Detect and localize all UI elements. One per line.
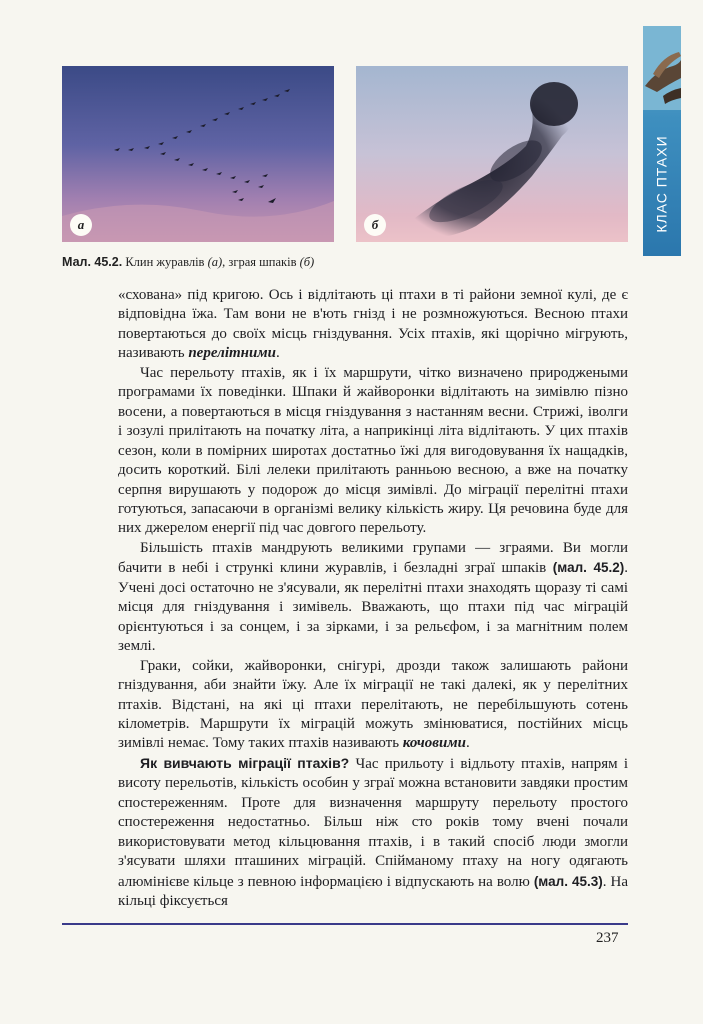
caption-label: Мал. 45.2. <box>62 255 123 269</box>
paragraph-3: Більшість птахів мандрують великими групами — зграями. Ви могли бачити в небі і стрункі клини журавлів, і безладні зграї шпаків (мал. 45.2). Учені досі остаточно не з'ясували, як перелітні птахи знаходять щоразу ті самі місця для гніздування і зимівель. Вважають, що птахи під час міграцій орієнтуються і за сонцем, і за зірками, і за рельєфом, і за магнітним полем землі. <box>118 539 628 655</box>
footer-divider <box>62 923 628 925</box>
figure-reference[interactable]: (мал. 45.3) <box>533 873 603 889</box>
paragraph-4: Граки, сойки, жайворонки, снігурі, дрозди також залишають райони гніздування, аби знайти їжу. Але їх міграції не такі далекі, як у перелітних птахів. Відстані, на які ці птахи перелітають, не перебільшують сотень кілометрів. Маршрути їх міграцій можуть змінюватися, постійних місць зимівлі немає. Тому таких птахів називають кочовими. <box>118 657 628 752</box>
starling-flock-photo <box>356 66 628 242</box>
chapter-title: КЛАС ПТАХИ <box>654 135 671 233</box>
figure-caption: Мал. 45.2. Клин журавлів (а), зграя шпаків (б) <box>62 255 315 269</box>
paragraph-5: Як вивчають міграції птахів? Час прильоту і відльоту птахів, напрям і висоту перельотів, кількість особин у зграї можна встановити завдяки простим спостереженням. Проте для визначення маршруту перельоту простого спостереження недостатньо. Більш ніж сто років тому вчені почали використовувати метод кільцювання птахів, і в такий спосіб люди змогли з'ясувати шляхи пташиних міграцій. Спійманому птаху на ногу одягають алюмінієве кільце з певною інформацією і відпускають на волю (мал. 45.3). На кільці фіксується <box>118 754 628 910</box>
figure-label-b: б <box>364 214 386 236</box>
figure-reference[interactable]: (мал. 45.2) <box>552 560 625 576</box>
paragraph-1: «схована» під кригою. Ось і відлітають ці птахи в ті райони земної кулі, де є відповідна їжа. Там вони не в'ють гнізд і не розмножуються. Весною птахи повертаються до своїх місць гніздування. Усіх птахів, які щорічно мігрують, називають перелітними. <box>118 287 628 362</box>
term-migratory: перелітними <box>188 345 276 362</box>
body-text <box>118 286 628 912</box>
chapter-side-tab <box>643 26 681 256</box>
crane-wedge-photo <box>62 66 334 242</box>
figure-label-a: а <box>70 214 92 236</box>
paragraph-2: Час перельоту птахів, як і їх маршрути, чітко визначено природжеными програмами їх поведінки. Шпаки й жайворонки відлітають на зимівлю пізно восени, а повертаються в місця гніздування з настанням весни. Стрижі, іволги і зозулі прилітають на початку літа, а наприкінці літа відлітають. У цих птахів сезон, коли в помірних широтах достатньо їжі для вигодовування їх нащадків, досить короткий. Білі лелеки прилітають ранньою весною, а вже на початку серпня вирушають у подорож до місця зимівлі. До міграції перелітні птахи готуються, запасаючи в організмі велику кількість жиру. Ця речовина буде для них джерелом енергії під час довгого перельоту. <box>118 364 628 537</box>
term-nomadic: кочовими <box>402 735 466 752</box>
page-number: 237 <box>596 930 619 946</box>
section-heading: Як вивчають міграції птахів? <box>140 754 350 771</box>
bird-thumbnail-icon <box>643 26 681 110</box>
